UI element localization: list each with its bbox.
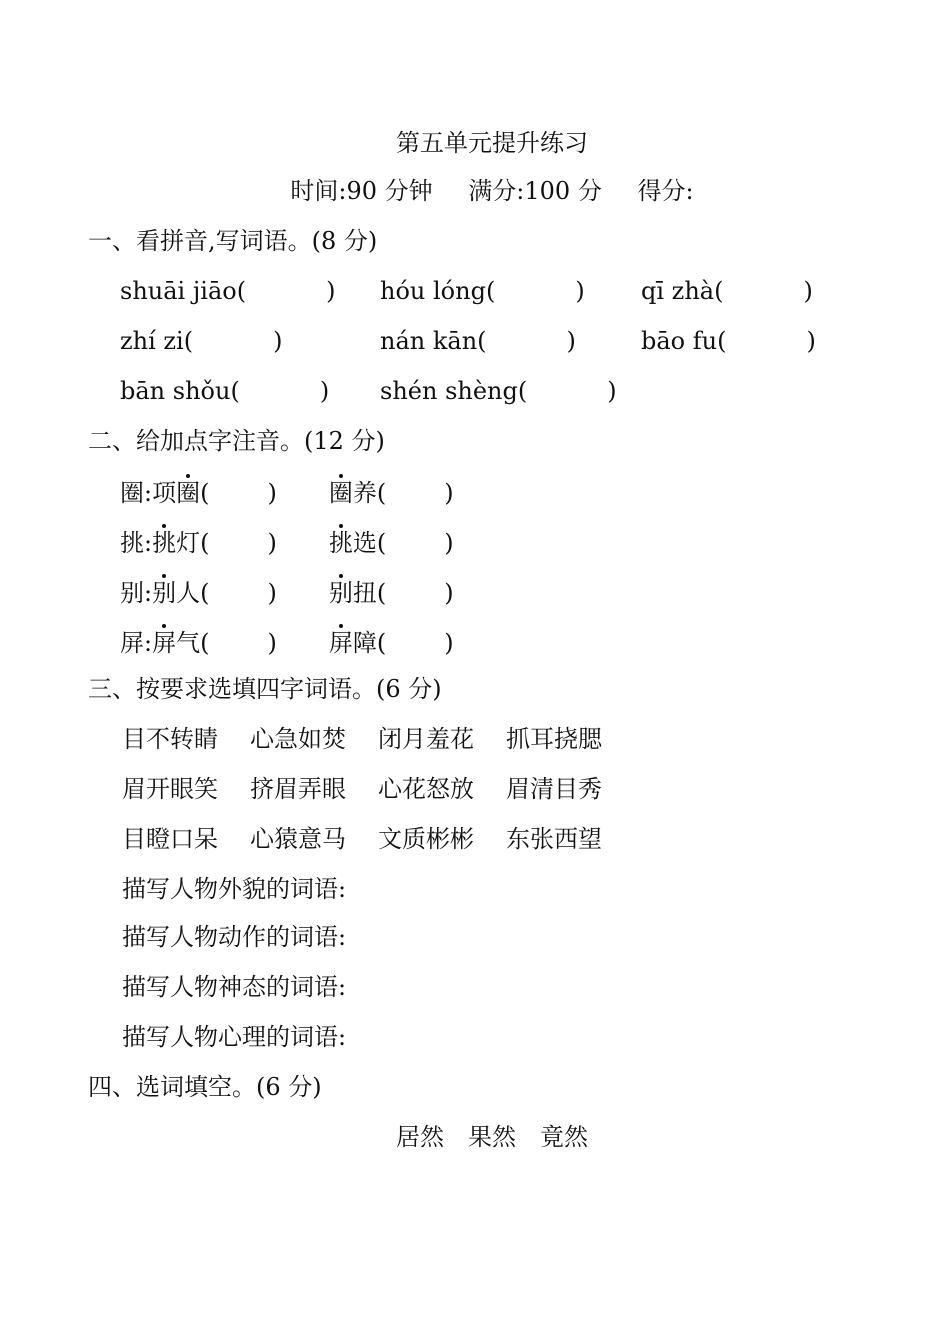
category-appearance: 描写人物外貌的词语:: [122, 875, 347, 903]
annotation-row: 挑:挑灯( ) 挑选( ): [120, 529, 454, 557]
dotted-char: 挑: [152, 529, 177, 557]
dotted-char: 别: [328, 579, 353, 607]
full-score: 满分:100 分: [468, 177, 602, 205]
section1-heading: 一、看拼音,写词语。(8 分): [88, 227, 378, 255]
category-expression: 描写人物神态的词语:: [122, 973, 347, 1001]
choice-word: 居然: [396, 1123, 444, 1151]
pinyin-item: shén shèng( ): [380, 377, 617, 405]
dotted-char: 屏: [328, 629, 353, 657]
annotation-row: 屏:屏气( ) 屏障( ): [120, 629, 454, 657]
section4-heading: 四、选词填空。(6 分): [88, 1073, 322, 1101]
pinyin-item: bāo fu( ): [641, 327, 816, 355]
dotted-char: 别: [152, 579, 177, 607]
annotation-row: 圈:项圈( ) 圈养( ): [120, 479, 454, 507]
section3-heading: 三、按要求选填四字词语。(6 分): [88, 675, 442, 703]
time-limit: 时间:90 分钟: [290, 177, 433, 205]
dotted-char: 圈: [328, 479, 353, 507]
dotted-char: 挑: [328, 529, 353, 557]
section2-heading: 二、给加点字注音。(12 分): [88, 427, 385, 455]
dotted-char: 屏: [152, 629, 177, 657]
choice-word: 果然: [468, 1123, 516, 1151]
pinyin-item: nán kān( ): [380, 327, 576, 355]
category-mind: 描写人物心理的词语:: [122, 1023, 347, 1051]
idiom-row: 目瞪口呆 心猿意马 文质彬彬 东张西望: [122, 825, 602, 853]
pinyin-item: bān shǒu( ): [120, 377, 330, 405]
choice-word: 竟然: [540, 1123, 588, 1151]
idiom-row: 眉开眼笑 挤眉弄眼 心花怒放 眉清目秀: [122, 775, 602, 803]
annotation-row: 别:别人( ) 别扭( ): [120, 579, 454, 607]
pinyin-item: hóu lóng( ): [380, 277, 585, 305]
page-title: 第五单元提升练习: [396, 129, 588, 157]
pinyin-item: zhí zi( ): [120, 327, 283, 355]
word-choices: [0, 1122, 950, 1152]
pinyin-item: qī zhà( ): [641, 277, 813, 305]
pinyin-item: shuāi jiāo( ): [120, 277, 336, 305]
dotted-char: 圈: [176, 479, 201, 507]
category-action: 描写人物动作的词语:: [122, 923, 347, 951]
idiom-row: 目不转睛 心急如焚 闭月羞花 抓耳挠腮: [122, 725, 602, 753]
score-field: 得分:: [637, 177, 694, 205]
exam-meta: [0, 176, 950, 206]
